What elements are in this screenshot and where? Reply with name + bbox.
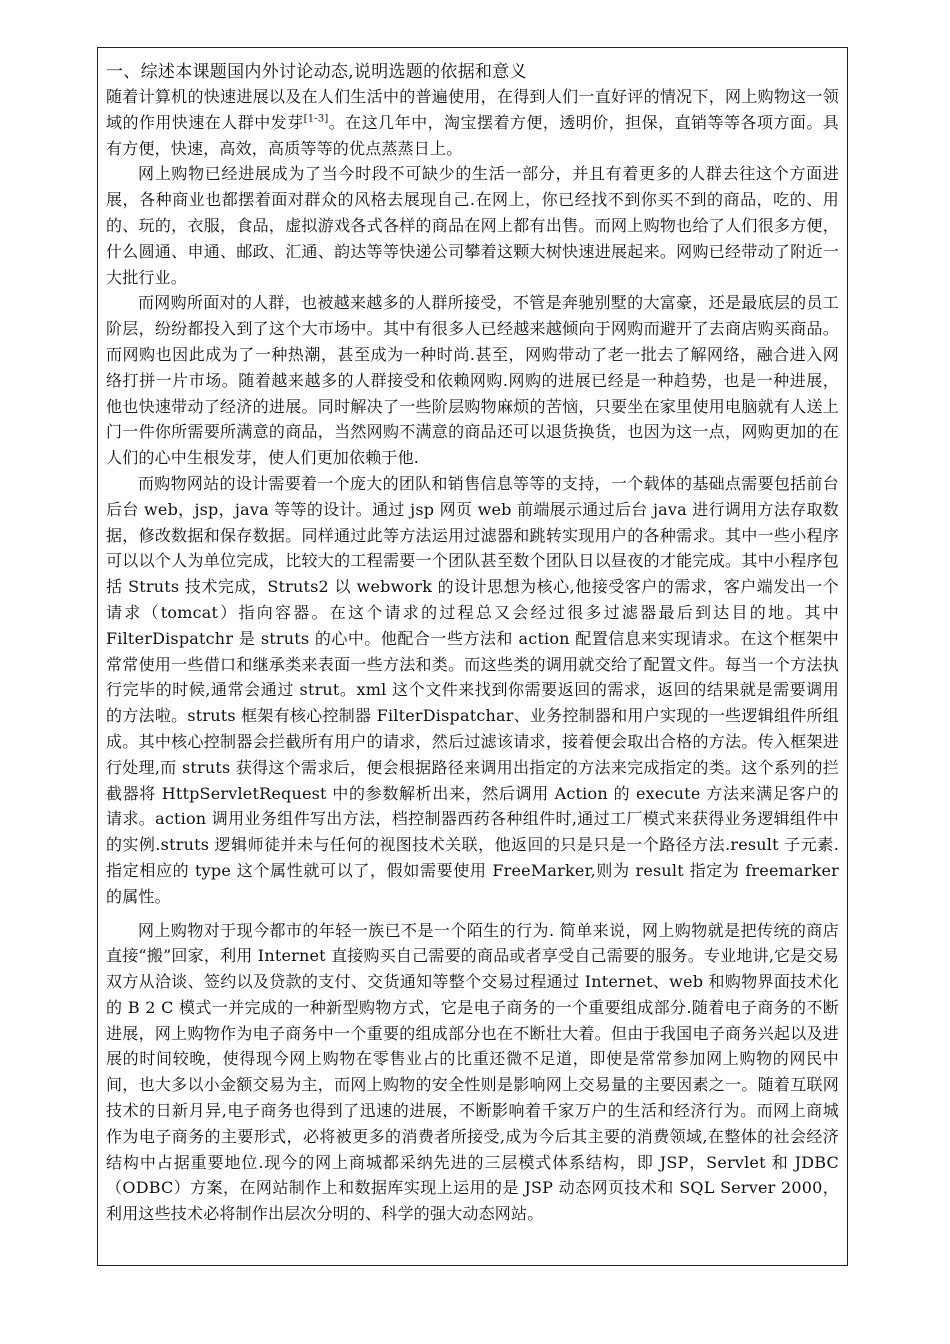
paragraph-1: [106, 84, 839, 161]
paragraph-1-rest: 。在这几年中，淘宝摆着方便，透明价，担保，直销等等各项方面。具有方便，快速，高效，高质等等的优点蒸蒸日上。: [106, 112, 839, 158]
citation-ref: [1-3]: [303, 113, 329, 125]
paragraph-2: 网上购物已经进展成为了当今时段不可缺少的生活一部分，并且有着更多的人群去往这个方面进展，各种商业也都摆着面对群众的风格去展现自己.在网上，你已经找不到你买不到的商品，吃的、用的、玩的，衣服，食品，虚拟游戏各式各样的商品在网上都有出售。而网上购物也给了人们很多方便，什么圆通、申通、邮政、汇通、韵达等等快递公司攀着这颗大树快速进展起来。网购已经带动了附近一大批行业。: [106, 164, 839, 287]
section-heading: 一、综述本课题国内外讨论动态,说明选题的依据和意义: [106, 62, 527, 82]
paragraph-3: 而网购所面对的人群，也被越来越多的人群所接受，不管是奔驰别墅的大富豪，还是最底层的员工阶层，纷纷都投入到了这个大市场中。其中有很多人已经越来越倾向于网购而避开了去商店购买商品。而网购也因此成为了一种热潮，甚至成为一种时尚.甚至，网购带动了老一批去了解网络，融合进入网络打拼一片市场。随着越来越多的人群接受和依赖网购.网购的进展已经是一种趋势，也是一种进展，他也快速带动了经济的进展。同时解决了一些阶层购物麻烦的苦恼，只要坐在家里使用电脑就有人送上门一件你所需要所满意的商品，当然网购不满意的商品还可以退货换货，也因为这一点，网购更加的在人们的心中生根发芽，使人们更加依赖于他.: [106, 293, 839, 468]
content-frame: [97, 47, 848, 1266]
paragraph-1-main: 随着计算机的快速进展以及在人们生活中的普遍使用，在得到人们一直好评的情况下，网上购物这一领域的作用快速在人群中发芽: [106, 87, 839, 132]
paragraph-4: 而购物网站的设计需要着一个庞大的团队和销售信息等等的支持，一个载体的基础点需要包括前台后台 web，jsp，java 等等的设计。通过 jsp 网页 web 前端展示通过后台 java 进行调用方法存取数据，修改数据和保存数据。同样通过此等方法运用过滤器和跳转实现用户的各种需求。其中一些小程序可以以个人为单位完成，比较大的工程需要一个团队甚至数个团队日以昼夜的才能完成。其中小程序包括 Struts 技术完成，Struts2 以 webwork 的设计思想为核心,他接受客户的需求，客户端发出一个请求（tomcat）指向容器。在这个请求的过程总又会经过很多过滤器最后到达目的地。其中 FilterDispatchr 是 struts 的心中。他配合一些方法和 action 配置信息来实现请求。在这个框架中常常使用一些借口和继承类来表面一些方法和类。而这些类的调用就交给了配置文件。每当一个方法执行完毕的时候,通常会通过 strut。xml 这个文件来找到你需要返回的需求，返回的结果就是需要调用的方法啦。struts 框架有核心控制器 FilterDispatchar、业务控制器和用户实现的一些逻辑组件所组成。其中核心控制器会拦截所有用户的请求，然后过滤该请求，接着便会取出合格的方法。传入框架进行处理,而 struts 获得这个需求后，便会根据路径来调用出指定的方法来完成指定的类。这个系列的拦截器将 HttpServletRequest 中的参数解析出来，然后调用 Action 的 execute 方法来满足客户的请求。action 调用业务组件写出方法，档控制器西药各种组件时,通过工厂模式来获得业务逻辑组件中的实例.struts 逻辑师徒并未与任何的视图技术关联，他返回的只是只是一个路径方法.result 子元素.指定相应的 type 这个属性就可以了，假如需要使用 FreeMarker,则为 result 指定为 freemarker 的属性。: [106, 473, 839, 906]
paragraph-5: 网上购物对于现今都市的年轻一族已不是一个陌生的行为. 简单来说，网上购物就是把传统的商店直接“搬”回家，利用 Internet 直接购买自己需要的商品或者享受自己需要的服务。专业地讲,它是交易双方从洽谈、签约以及贷款的支付、交货通知等整个交易过程通过 Internet、web 和购物界面技术化的 B 2 C 模式一并完成的一种新型购物方式，它是电子商务的一个重要组成部分.随着电子商务的不断进展，网上购物作为电子商务中一个重要的组成部分也在不断壮大着。但由于我国电子商务兴起以及进展的时间较晚，使得现今网上购物在零售业占的比重还微不足道，即使是常常参加网上购物的网民中间，也大多以小金额交易为主，而网上购物的安全性则是影响网上交易量的主要因素之一。随着互联网技术的日新月异,电子商务也得到了迅速的进展，不断影响着千家万户的生活和经济行为。而网上商城作为电子商务的主要形式，必将被更多的消费者所接受,成为今后其主要的消费领域,在整体的社会经济结构中占据重要地位.现今的网上商城都采纳先进的三层模式体系结构，即 JSP，Servlet 和 JDBC（ODBC）方案，在网站制作上和数据库实现上运用的是 JSP 动态网页技术和 SQL Server 2000，利用这些技术必将制作出层次分明的、科学的强大动态网站。: [106, 920, 839, 1224]
